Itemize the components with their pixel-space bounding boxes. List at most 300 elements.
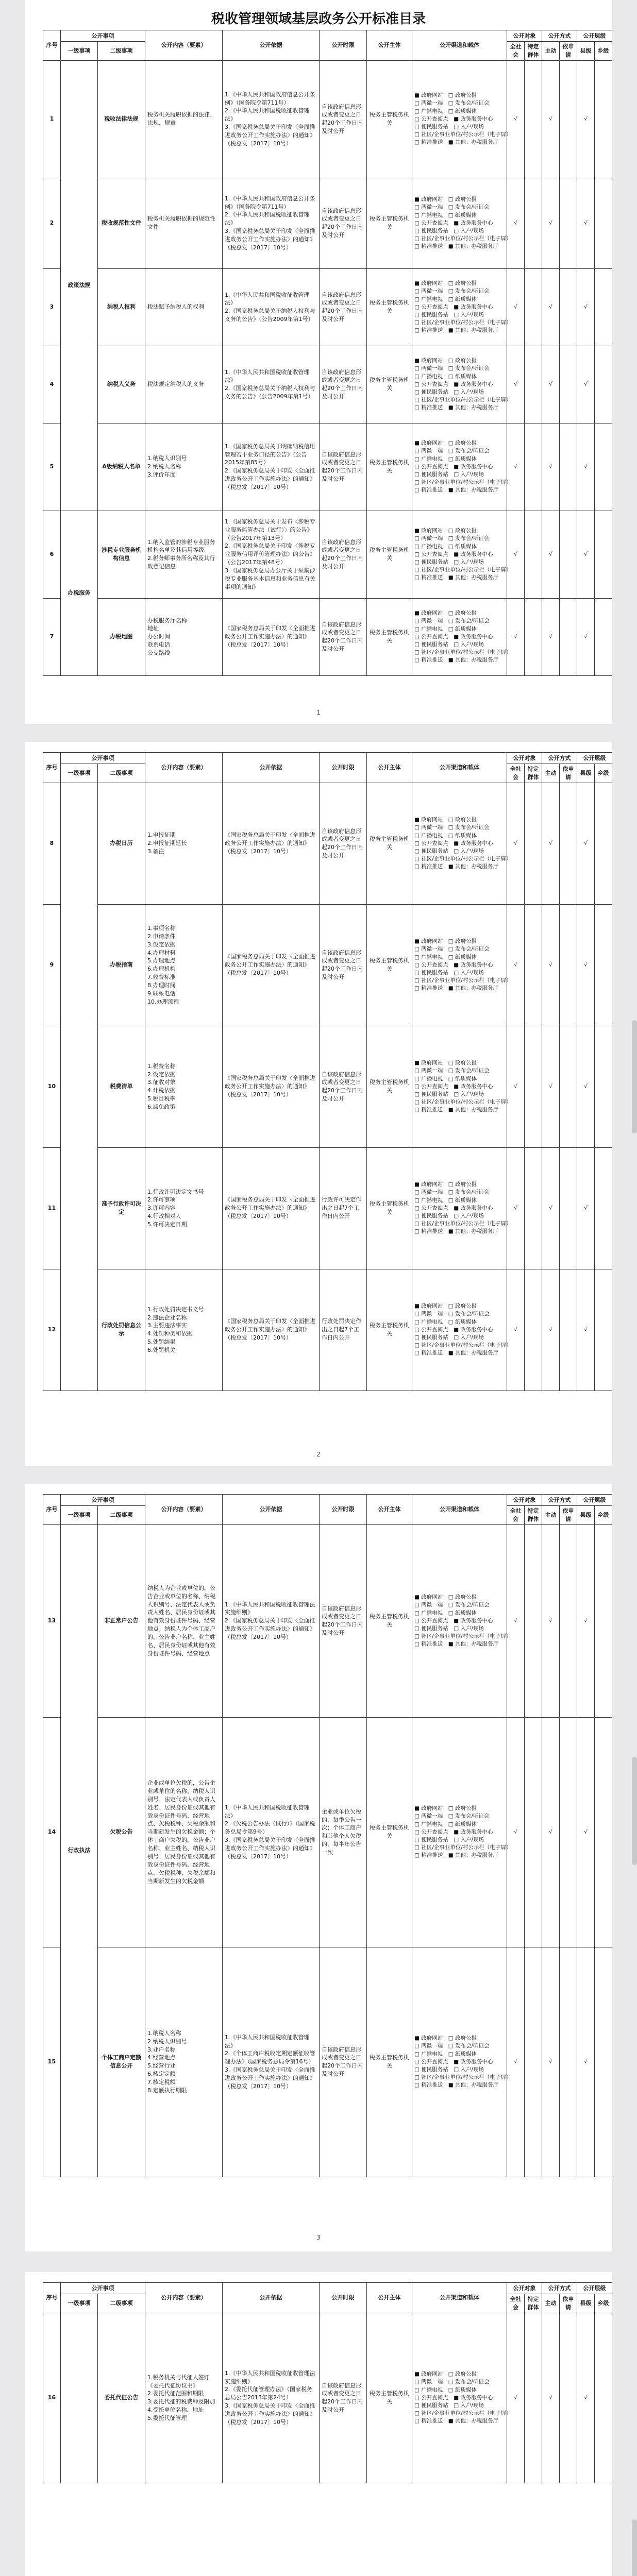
level2-item: 税费清单 (98, 1026, 145, 1147)
header-item: 公开事项 (61, 753, 145, 764)
table-row (43, 904, 612, 1026)
tick-cell: √ (542, 1269, 560, 1391)
header-mode-apply: 依申请 (560, 1506, 577, 1525)
content-line: 2.申报征期延长 (147, 840, 187, 847)
tick-cell (525, 783, 542, 904)
level2-item: 办税指南 (98, 904, 145, 1026)
header-basis: 公开依据 (223, 30, 320, 61)
tick-cell (560, 511, 577, 598)
scrollbar-thumb[interactable] (632, 2519, 637, 2576)
content-cell (145, 783, 223, 904)
header-subject: 公开主体 (367, 30, 412, 61)
tick-cell: √ (542, 2313, 560, 2483)
channel-cell (412, 1269, 512, 1391)
subject-cell: 税务主管税务机关 (367, 1026, 412, 1147)
header-subject: 公开主体 (367, 753, 412, 783)
content-line: 7.收费标准 (147, 974, 176, 981)
table-row (43, 1026, 612, 1147)
time-cell: 自该政府信息形成或者变更之日起20个工作日内及时公开 (320, 423, 367, 511)
channel-option: □ 广播电视 □ 纸质媒体 (414, 108, 477, 114)
content-cell (145, 598, 223, 675)
time-cell: 自该政府信息形成或者变更之日起20个工作日内及时公开 (320, 511, 367, 598)
channel-option: □ 公开查阅点 ■ 政务服务中心 (414, 633, 493, 640)
tick-cell (595, 1947, 612, 2177)
channel-cell (412, 346, 512, 423)
basis-cell (223, 60, 320, 178)
tick-cell: √ (507, 2313, 525, 2483)
tick-cell: √ (577, 423, 595, 511)
header-seq: 序号 (43, 1495, 61, 1525)
tick-cell (560, 783, 577, 904)
content-line: 5.许可决定日期 (147, 1221, 187, 1228)
tick-cell: √ (577, 1026, 595, 1147)
content-cell (145, 346, 223, 423)
basis-line: 2.《国家税务总局关于纳税人权利与义务的公告》（公告2009年第1号） (225, 385, 315, 400)
channel-option: □ 两微一端 □ 发布会/听证会 (414, 100, 490, 107)
basis-cell (223, 268, 320, 346)
tick-cell: √ (507, 1026, 525, 1147)
channel-option: □ 广播电视 □ 纸质媒体 (414, 1075, 477, 1082)
content-line: 5.处罚结果 (147, 1338, 176, 1346)
tick-cell (595, 423, 612, 511)
header-subject: 公开主体 (367, 1495, 412, 1525)
channel-option: □ 广播电视 □ 纸质媒体 (414, 543, 477, 550)
page-number: 3 (316, 2234, 321, 2241)
header-level-county: 县级 (577, 2294, 595, 2313)
tick-cell (595, 1147, 612, 1269)
channel-cell (412, 1947, 512, 2177)
level2-item: 委托代征公告 (98, 2313, 145, 2483)
tick-cell (525, 178, 542, 268)
header-target-all: 全社会 (507, 764, 525, 783)
header-subject: 公开主体 (367, 2283, 412, 2313)
time-cell: 行政许可决定作出之日起7个工作日内公开 (320, 1147, 367, 1269)
content-line: 5.办理地点 (147, 957, 176, 964)
channel-option: □ 社区/企事业单位/村公示栏（电子屏） (414, 856, 512, 862)
channel-option: □ 两微一端 □ 发布会/听证会 (414, 365, 490, 372)
channel-option: □ 精准推送 ■ 其他：办税服务厅 (414, 327, 499, 334)
basis-line: 1.《中华人民共和国税收征收管理法》 (225, 368, 310, 384)
content-cell (145, 511, 223, 598)
channel-option: □ 社区/企事业单位/村公示栏（电子屏） (414, 1844, 512, 1851)
channel-option: □ 两微一端 □ 发布会/听证会 (414, 535, 490, 542)
channel-option: □ 公开查阅点 ■ 政务服务中心 (414, 219, 493, 226)
channel-cell (412, 178, 512, 268)
channel-option: □ 广播电视 □ 纸质媒体 (414, 373, 477, 380)
content-line: 6.处罚机关 (147, 1347, 176, 1354)
channel-option: □ 两微一端 □ 发布会/听证会 (414, 618, 490, 624)
channel-cell (412, 1147, 512, 1269)
content-line: 4.办理材料 (147, 949, 176, 956)
channel-option: □ 两微一端 □ 发布会/听证会 (414, 288, 490, 295)
channel-option: □ 公开查阅点 ■ 政务服务中心 (414, 2058, 493, 2065)
tick-cell (560, 1026, 577, 1147)
channel-option: □ 精准推送 ■ 其他：办税服务厅 (414, 863, 499, 870)
channel-option: □ 两微一端 □ 发布会/听证会 (414, 946, 490, 953)
tick-cell: √ (507, 1947, 525, 2177)
content-line: 4.行政相对人 (147, 1213, 181, 1220)
time-cell: 自该政府信息形成或者变更之日起20个工作日内及时公开 (320, 1026, 367, 1147)
document-page-4 (25, 2272, 612, 2576)
header-level-township: 乡级 (595, 42, 612, 61)
channel-option: □ 精准推送 ■ 其他：办税服务厅 (414, 1107, 499, 1113)
content-line: 1.税费名称 (147, 1062, 176, 1070)
basis-line: 3.《国家税务总局关于印发〈全面推进政务公开工作实施办法〉的通知》（税总发〔2017〕10号） (225, 228, 315, 251)
content-line: 地址 (147, 625, 159, 632)
channel-option: □ 社区/企事业单位/村公示栏（电子屏） (414, 1099, 512, 1106)
table-row (43, 1947, 612, 2177)
channel-option: □ 公开查阅点 ■ 政务服务中心 (414, 381, 493, 387)
table-row (43, 268, 612, 346)
channel-option: □ 精准推送 ■ 其他：办税服务厅 (414, 574, 499, 581)
content-line: 7.核定税额 (147, 2079, 176, 2086)
row-seq: 15 (43, 1947, 61, 2177)
subject-cell: 税务主管税务机关 (367, 60, 412, 178)
basis-cell (223, 1269, 320, 1391)
tick-cell: √ (577, 598, 595, 675)
channel-option: □ 广播电视 □ 纸质媒体 (414, 455, 477, 462)
header-time: 公开时限 (320, 1495, 367, 1525)
level2-item: 准予行政许可决定 (98, 1147, 145, 1269)
basis-cell (223, 1147, 320, 1269)
content-cell (145, 1269, 223, 1391)
channel-option: □ 广播电视 □ 纸质媒体 (414, 1609, 477, 1616)
channel-cell (412, 783, 512, 904)
level2-item: A级纳税人名单 (98, 423, 145, 511)
content-line: 3.委托代征的税费种及附加 (147, 2398, 215, 2405)
level1-category (61, 2313, 98, 2483)
tick-cell (560, 1269, 577, 1391)
level2-item: 税收规范性文件 (98, 178, 145, 268)
scrollbar-thumb[interactable] (632, 1020, 637, 1133)
tick-cell: √ (542, 1026, 560, 1147)
header-content: 公开内容（要素） (145, 1495, 223, 1525)
tick-cell: √ (542, 1524, 560, 1717)
channel-option: ■ 政府网站 □ 政府公报 (414, 610, 477, 617)
subject-cell: 税务主管税务机关 (367, 1717, 412, 1947)
tick-cell (560, 1717, 577, 1947)
tick-cell (525, 1524, 542, 1717)
header-target-all: 全社会 (507, 2294, 525, 2313)
channel-option: □ 两微一端 □ 发布会/听证会 (414, 1311, 490, 1317)
content-cell (145, 1717, 223, 1947)
channel-option: ■ 政府网站 □ 政府公报 (414, 280, 477, 287)
header-target: 公开对象 (507, 1495, 542, 1506)
tick-cell: √ (577, 1524, 595, 1717)
basis-line: 《国家税务总局关于印发〈全面推进政务公开工作实施办法〉的通知》（税总发〔2017〕10号） (225, 1075, 315, 1098)
basis-line: 2.《中华人民共和国税收征收管理法》 (225, 107, 310, 123)
level1-category: 行政执法 (61, 1524, 98, 2177)
channel-option: □ 精准推送 ■ 其他：办税服务厅 (414, 404, 499, 411)
channel-cell (412, 2313, 512, 2483)
header-target-specific: 特定群体 (525, 1506, 542, 1525)
basis-cell (223, 1524, 320, 1717)
channel-option: □ 两微一端 □ 发布会/听证会 (414, 1602, 490, 1608)
channel-option: □ 社区/企事业单位/村公示栏（电子屏） (414, 131, 512, 138)
channel-option: □ 便民服务站 □ 入户/现场 (414, 1212, 484, 1219)
level1-category: 政策法规 (61, 60, 98, 511)
basis-cell (223, 1717, 320, 1947)
level2-item: 非正常户公告 (98, 1524, 145, 1717)
basis-line: 《国家税务总局关于印发〈全面推进政务公开工作实施办法〉的通知》（税总发〔2017〕10号） (225, 1196, 315, 1220)
basis-line: 3.《国家税务总局关于印发〈全面推进政务公开工作实施办法〉的通知》（税总发〔2017〕10号） (225, 124, 315, 147)
channel-option: □ 公开查阅点 ■ 政务服务中心 (414, 303, 493, 310)
tick-cell: √ (542, 60, 560, 178)
basis-line: 《国家税务总局关于印发〈全面推进政务公开工作实施办法〉的通知》（税总发〔2017〕10号） (225, 832, 315, 855)
channel-option: □ 公开查阅点 ■ 政务服务中心 (414, 463, 493, 470)
basis-cell (223, 511, 320, 598)
tick-cell: √ (507, 783, 525, 904)
row-seq: 6 (43, 511, 61, 598)
header-mode: 公开方式 (542, 30, 577, 42)
channel-option: □ 社区/企事业单位/村公示栏（电子屏） (414, 2074, 512, 2081)
channel-option: ■ 政府网站 □ 政府公报 (414, 358, 477, 364)
row-seq: 16 (43, 2313, 61, 2483)
channel-option: □ 广播电视 □ 纸质媒体 (414, 2050, 477, 2057)
header-level1: 一级事项 (61, 2294, 98, 2313)
channel-option: □ 便民服务站 □ 入户/现场 (414, 1625, 484, 1632)
row-seq: 13 (43, 1524, 61, 1717)
content-line: 6.核定定额 (147, 2071, 176, 2078)
header-mode-apply: 依申请 (560, 42, 577, 61)
channel-option: ■ 政府网站 □ 政府公报 (414, 817, 477, 823)
channel-option: □ 社区/企事业单位/村公示栏（电子屏） (414, 1342, 512, 1349)
header-seq: 序号 (43, 2283, 61, 2313)
level2-item: 办税地图 (98, 598, 145, 675)
channel-option: □ 便民服务站 □ 入户/现场 (414, 641, 484, 648)
tick-cell: √ (542, 346, 560, 423)
page-number: 1 (316, 709, 321, 716)
content-cell (145, 1026, 223, 1147)
time-cell: 自该政府信息形成或者变更之日起20个工作日内及时公开 (320, 783, 367, 904)
tick-cell: √ (542, 423, 560, 511)
tick-cell: √ (577, 178, 595, 268)
tick-cell (560, 1524, 577, 1717)
tick-cell (595, 1717, 612, 1947)
channel-option: ■ 政府网站 □ 政府公报 (414, 938, 477, 945)
content-line: 2.委托代征范围和期限 (147, 2390, 204, 2397)
row-seq: 1 (43, 60, 61, 178)
basis-line: 3.《国家税务总局办公厅关于采集涉税专业服务基本信息和业务信息有关事项的通知》 (225, 567, 315, 591)
content-cell (145, 178, 223, 268)
time-cell: 自该政府信息形成或者变更之日起20个工作日内及时公开 (320, 1947, 367, 2177)
tick-cell: √ (542, 598, 560, 675)
tick-cell (595, 598, 612, 675)
subject-cell: 税务主管税务机关 (367, 904, 412, 1026)
catalog-table (43, 1494, 612, 2177)
tick-cell (595, 904, 612, 1026)
basis-line: 《国家税务总局关于印发〈全面推进政务公开工作实施办法〉的通知》（税总发〔2017〕10号） (225, 625, 315, 649)
content-line: 3.设定依据 (147, 941, 176, 948)
row-seq: 11 (43, 1147, 61, 1269)
subject-cell: 税务主管税务机关 (367, 783, 412, 904)
tick-cell: √ (507, 178, 525, 268)
channel-option: □ 公开查阅点 ■ 政务服务中心 (414, 1617, 493, 1624)
content-line: 5.委托代征管理 (147, 2415, 187, 2422)
channel-option: □ 便民服务站 □ 入户/现场 (414, 1836, 484, 1843)
channel-option: □ 便民服务站 □ 入户/现场 (414, 311, 484, 318)
tick-cell (560, 2313, 577, 2483)
header-time: 公开时限 (320, 753, 367, 783)
content-line: 3.许可内容 (147, 1205, 176, 1212)
table-row (43, 1524, 612, 1717)
table-row (43, 1717, 612, 1947)
content-line: 1.纳入监管的涉税专业服务机构名单及其信用等级 (147, 538, 215, 554)
channel-option: □ 便民服务站 □ 入户/现场 (414, 1334, 484, 1341)
basis-line: 2.《国家税务总局关于印发〈全面推进政务公开工作实施办法〉的通知》（税总发〔2017〕10号） (225, 1617, 315, 1641)
basis-line: 2.《国家税务总局关于印发〈全面推进政务公开工作实施办法〉的通知》（税总发〔2017〕10号） (225, 467, 315, 491)
channel-option: ■ 政府网站 □ 政府公报 (414, 1805, 477, 1812)
channel-cell (412, 423, 512, 511)
tick-cell: √ (577, 1147, 595, 1269)
time-cell: 自该政府信息形成或者变更之日起20个工作日内及时公开 (320, 268, 367, 346)
channel-option: □ 便民服务站 □ 入户/现场 (414, 388, 484, 395)
channel-option: □ 两微一端 □ 发布会/听证会 (414, 204, 490, 211)
tick-cell: √ (507, 1717, 525, 1947)
content-line: 2.违法企业名称 (147, 1314, 187, 1321)
tick-cell: √ (507, 1147, 525, 1269)
content-line: 联系电话 (147, 641, 170, 649)
level2-item: 涉税专业服务机构信息 (98, 511, 145, 598)
level2-item: 纳税人义务 (98, 346, 145, 423)
channel-option: □ 公开查阅点 ■ 政务服务中心 (414, 1326, 493, 1333)
level1-category (61, 783, 98, 1391)
tick-cell (560, 60, 577, 178)
content-cell (145, 1147, 223, 1269)
channel-option: ■ 政府网站 □ 政府公报 (414, 1181, 477, 1188)
level2-item: 行政处罚信息公示 (98, 1269, 145, 1391)
row-seq: 10 (43, 1026, 61, 1147)
basis-line: 2.《委托代征管理办法》（国家税务总局公告2013年第24号） (225, 2386, 312, 2401)
table-row (43, 2313, 612, 2483)
content-line: 6.办理机构 (147, 965, 176, 973)
header-level1: 一级事项 (61, 1506, 98, 1525)
basis-line: 2.《中华人民共和国税收征收管理法》 (225, 211, 310, 227)
level2-item: 个体工商户定额信息公开 (98, 1947, 145, 2177)
channel-option: ■ 政府网站 □ 政府公报 (414, 92, 477, 99)
tick-cell: √ (507, 1269, 525, 1391)
header-channel: 公开渠道和载体 (412, 30, 507, 61)
channel-cell (412, 60, 512, 178)
channel-option: ■ 政府网站 □ 政府公报 (414, 1060, 477, 1066)
channel-option: □ 公开查阅点 ■ 政务服务中心 (414, 2394, 493, 2401)
channel-option: □ 便民服务站 □ 入户/现场 (414, 558, 484, 565)
level2-item: 税收法律法规 (98, 60, 145, 178)
basis-line: 1.《中华人民共和国税收征收管理法》 (225, 2033, 310, 2049)
channel-option: □ 广播电视 □ 纸质媒体 (414, 954, 477, 960)
header-basis: 公开依据 (223, 2283, 320, 2313)
channel-option: □ 社区/企事业单位/村公示栏（电子屏） (414, 1221, 512, 1227)
content-line: 2.申请条件 (147, 933, 176, 940)
tick-cell: √ (507, 904, 525, 1026)
channel-option: □ 精准推送 ■ 其他：办税服务厅 (414, 1852, 499, 1859)
channel-option: □ 精准推送 ■ 其他：办税服务厅 (414, 985, 499, 992)
subject-cell: 税务主管税务机关 (367, 2313, 412, 2483)
channel-option: □ 精准推送 ■ 其他：办税服务厅 (414, 243, 499, 250)
tick-cell (525, 60, 542, 178)
tick-cell: √ (542, 1947, 560, 2177)
header-level-township: 乡级 (595, 1506, 612, 1525)
header-mode: 公开方式 (542, 753, 577, 764)
content-cell (145, 2313, 223, 2483)
header-level2: 二级事项 (98, 2294, 145, 2313)
tick-cell (595, 1026, 612, 1147)
row-seq: 5 (43, 423, 61, 511)
tick-cell (560, 178, 577, 268)
table-row (43, 60, 612, 178)
content-line: 4.受托单位名称、地址 (147, 2406, 204, 2414)
channel-option: □ 社区/企事业单位/村公示栏（电子屏） (414, 235, 512, 242)
row-seq: 14 (43, 1717, 61, 1947)
content-line: 2.税务师事务所名称及其行政登记信息 (147, 555, 215, 570)
channel-option: □ 社区/企事业单位/村公示栏（电子屏） (414, 479, 512, 486)
channel-option: □ 社区/企事业单位/村公示栏（电子屏） (414, 1633, 512, 1640)
channel-option: □ 广播电视 □ 纸质媒体 (414, 832, 477, 839)
content-line: 1.行政许可决定文书号 (147, 1188, 204, 1195)
basis-cell (223, 1947, 320, 2177)
row-seq: 2 (43, 178, 61, 268)
content-line: 5.经营行业 (147, 2062, 176, 2070)
scrollbar-thumb[interactable] (632, 1757, 637, 1865)
header-mode-active: 主动 (542, 42, 560, 61)
content-line: 企业或单位欠税的，公告企业或单位的名称、纳税人识别号、法定代表人或负责人姓名、居民身份证或其他有效身份证件号码、经营地点、欠税税种、欠税余额和当期新发生的欠税金额；个体工商户欠税的，公告业户名称、业主姓名、纳税人识别号、居民身份证或其他有效身份证件号码、经营地点、欠税税种、欠税余额和当期新发生的欠税金额 (147, 1779, 215, 1885)
header-level-township: 乡级 (595, 764, 612, 783)
channel-option: □ 两微一端 □ 发布会/听证会 (414, 448, 490, 454)
tick-cell (595, 178, 612, 268)
header-target-specific: 特定群体 (525, 42, 542, 61)
tick-cell: √ (577, 268, 595, 346)
channel-option: □ 公开查阅点 ■ 政务服务中心 (414, 551, 493, 557)
content-line: 9.联系电话 (147, 990, 176, 997)
table-row (43, 511, 612, 598)
content-cell (145, 904, 223, 1026)
channel-option: □ 社区/企事业单位/村公示栏（电子屏） (414, 319, 512, 326)
time-cell: 企业或单位欠税的，每季公告一次；个体工商户和其他个人欠税的，每半年公告一次 (320, 1717, 367, 1947)
tick-cell (595, 511, 612, 598)
channel-option: ■ 政府网站 □ 政府公报 (414, 1594, 477, 1601)
time-cell: 自该政府信息形成或者变更之日起20个工作日内及时公开 (320, 346, 367, 423)
channel-option: □ 社区/企事业单位/村公示栏（电子屏） (414, 397, 512, 403)
tick-cell: √ (507, 598, 525, 675)
tick-cell (525, 1147, 542, 1269)
tick-cell: √ (577, 511, 595, 598)
header-level2: 二级事项 (98, 1506, 145, 1525)
subject-cell: 税务主管税务机关 (367, 511, 412, 598)
header-content: 公开内容（要素） (145, 2283, 223, 2313)
tick-cell: √ (507, 1524, 525, 1717)
basis-cell (223, 346, 320, 423)
tick-cell: √ (542, 268, 560, 346)
channel-option: □ 便民服务站 □ 入户/现场 (414, 848, 484, 854)
header-level1: 一级事项 (61, 42, 98, 61)
tick-cell (560, 423, 577, 511)
basis-cell (223, 783, 320, 904)
content-line: 税务机关履职依据的法律、法规、规章 (147, 111, 215, 127)
tick-cell: √ (577, 60, 595, 178)
table-row (43, 1269, 612, 1391)
channel-option: ■ 政府网站 □ 政府公报 (414, 2035, 477, 2042)
tick-cell (525, 1947, 542, 2177)
channel-option: □ 便民服务站 □ 入户/现场 (414, 123, 484, 130)
time-cell: 自该政府信息形成或者变更之日起20个工作日内及时公开 (320, 598, 367, 675)
channel-option: □ 广播电视 □ 纸质媒体 (414, 1821, 477, 1827)
content-line: 10.办理流程 (147, 998, 179, 1006)
tick-cell: √ (542, 511, 560, 598)
content-line: 1.纳税人识别号 (147, 455, 187, 462)
channel-option: □ 公开查阅点 ■ 政务服务中心 (414, 1828, 493, 1835)
channel-cell (412, 598, 512, 675)
channel-option: □ 便民服务站 □ 入户/现场 (414, 1091, 484, 1097)
